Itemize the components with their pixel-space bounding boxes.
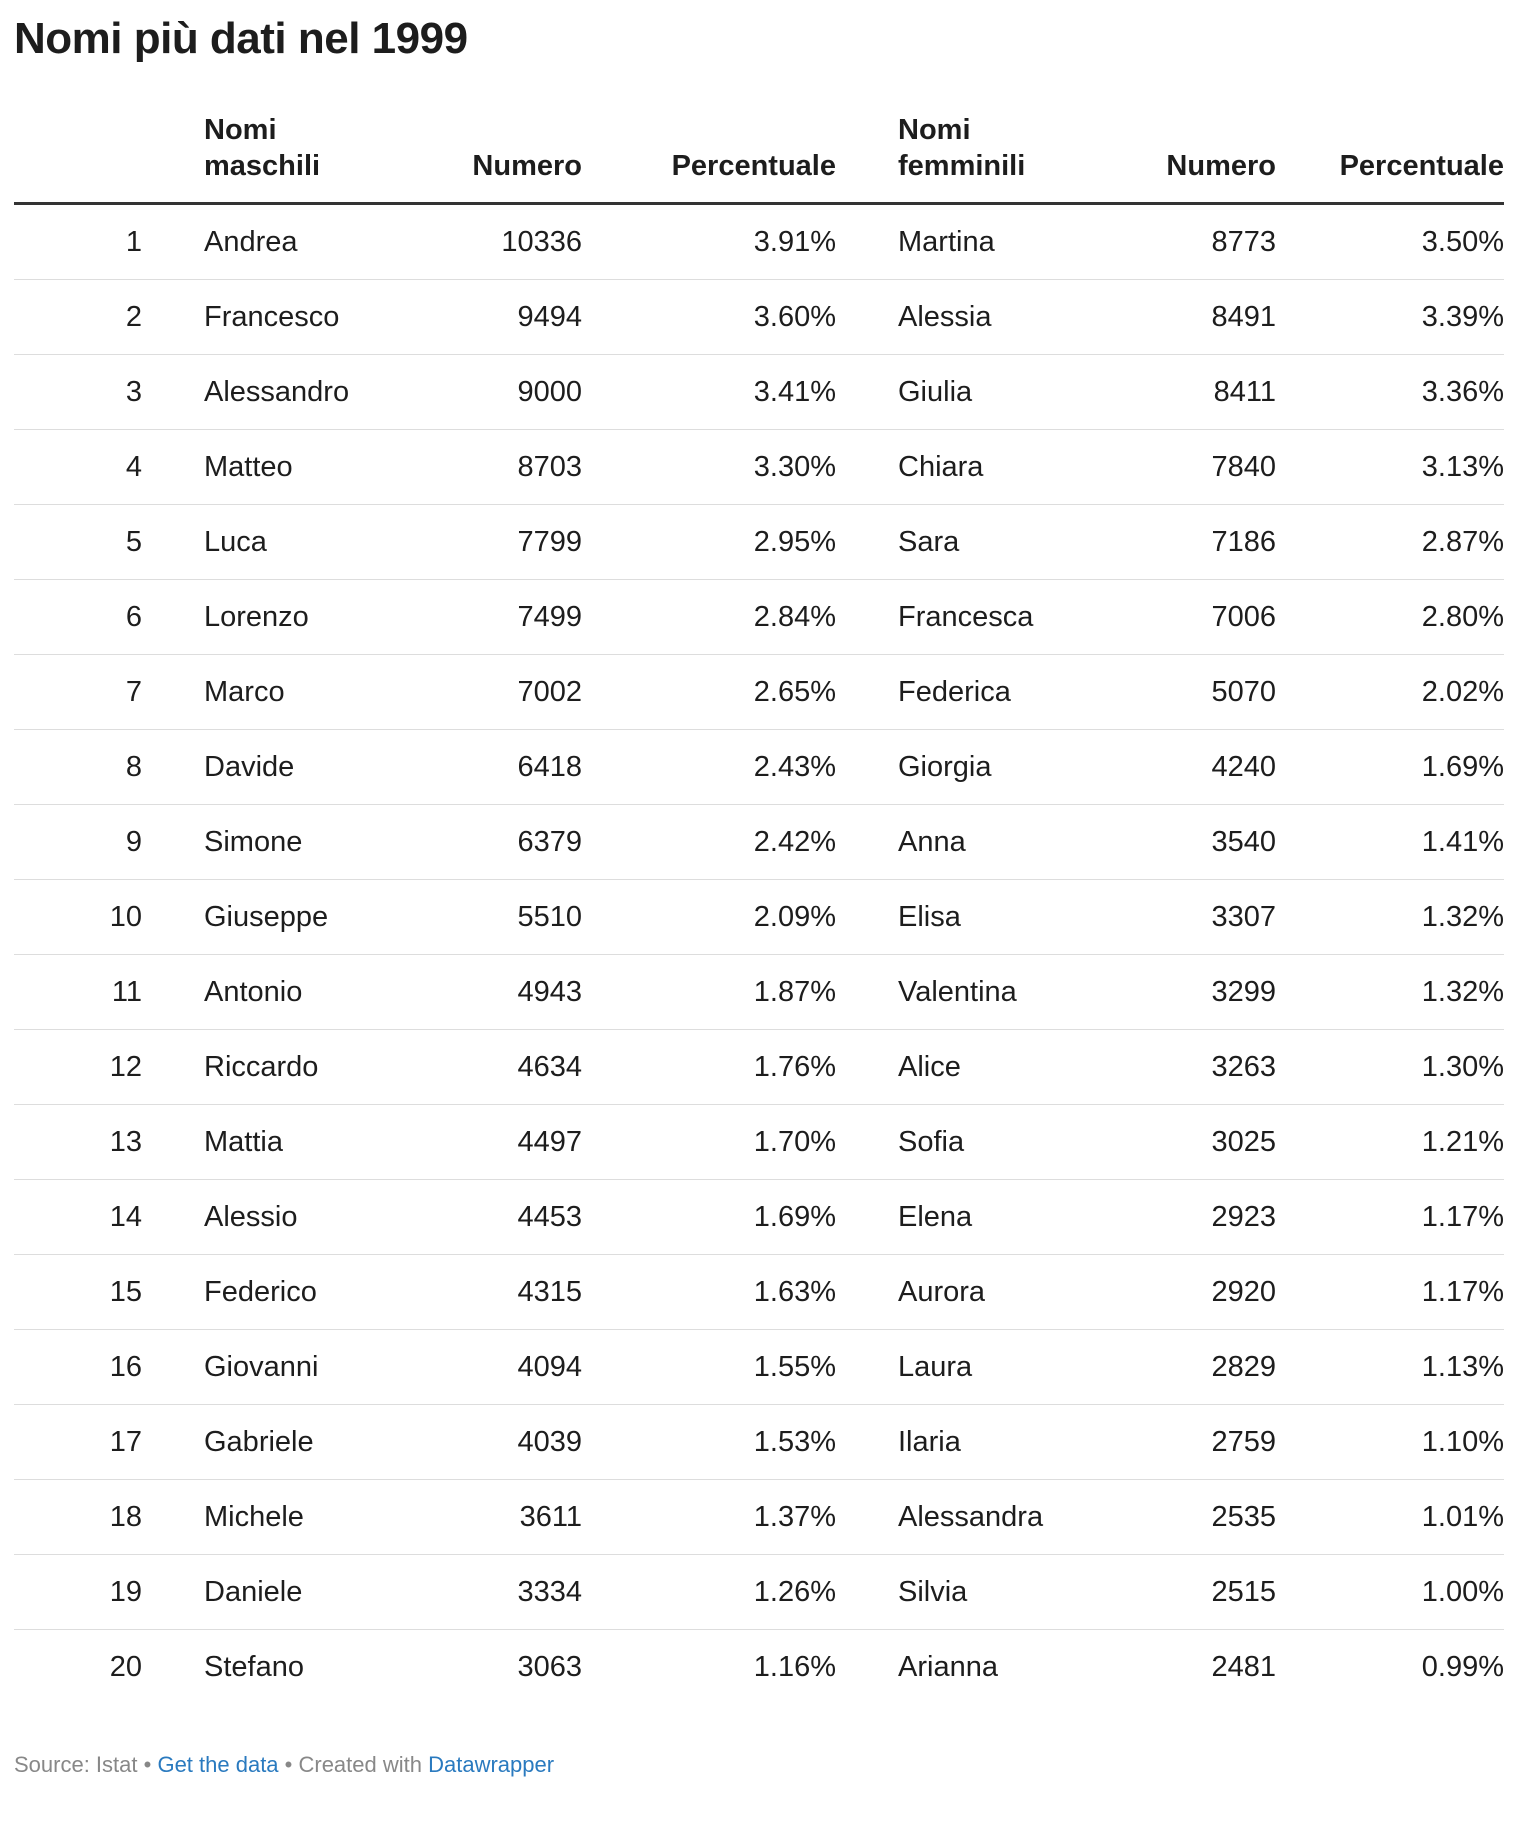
cell-female-name: Arianna xyxy=(898,1650,998,1683)
table-row xyxy=(14,880,1504,955)
cell-rank: 4 xyxy=(14,430,142,505)
datawrapper-link[interactable]: Datawrapper xyxy=(428,1752,555,1777)
table-row xyxy=(14,505,1504,580)
table-row xyxy=(14,1630,1504,1705)
cell-male-percent: 2.43% xyxy=(582,730,836,805)
cell-male-name: Federico xyxy=(142,1255,352,1330)
cell-female-name: Laura xyxy=(836,1330,1046,1405)
cell-female-percent: 1.41% xyxy=(1276,805,1504,880)
table-row xyxy=(14,730,1504,805)
cell-male-percent: 1.37% xyxy=(582,1480,836,1555)
cell-male-number: 3063 xyxy=(517,1650,582,1683)
cell-male-number: 7799 xyxy=(352,505,582,580)
cell-rank: 17 xyxy=(14,1405,142,1480)
table-row xyxy=(14,1030,1504,1105)
cell-female-name: Martina xyxy=(836,204,1046,280)
table-row xyxy=(14,1255,1504,1330)
cell-female-number: 2920 xyxy=(1046,1255,1276,1330)
cell-male-percent: 3.30% xyxy=(582,430,836,505)
cell-male-percent: 2.95% xyxy=(582,505,836,580)
cell-male-name: Gabriele xyxy=(142,1405,352,1480)
cell-female-percent: 1.01% xyxy=(1276,1480,1504,1555)
cell-female-name: Alessandra xyxy=(836,1480,1046,1555)
header-male-percent[interactable]: Percentuale xyxy=(582,112,836,204)
cell-female-name: Sara xyxy=(836,505,1046,580)
cell-rank: 15 xyxy=(14,1255,142,1330)
table-row xyxy=(14,1405,1504,1480)
cell-male-percent: 3.91% xyxy=(582,204,836,280)
cell-male-number: 4943 xyxy=(352,955,582,1030)
cell-female-name: Francesca xyxy=(836,580,1046,655)
table-body xyxy=(14,204,1504,1705)
table-row xyxy=(14,280,1504,355)
table-row xyxy=(14,1480,1504,1555)
cell-male-number: 4453 xyxy=(352,1180,582,1255)
cell-female-percent: 0.99% xyxy=(1421,1650,1504,1683)
cell-male-name: Michele xyxy=(142,1480,352,1555)
table-row xyxy=(14,805,1504,880)
cell-female-name: Giorgia xyxy=(836,730,1046,805)
table-row xyxy=(14,430,1504,505)
header-female-name[interactable]: Nomi femminili xyxy=(836,112,1046,204)
cell-female-number: 7840 xyxy=(1046,430,1276,505)
cell-female-percent: 1.13% xyxy=(1276,1330,1504,1405)
cell-female-name: Silvia xyxy=(836,1555,1046,1630)
cell-male-number: 4497 xyxy=(352,1105,582,1180)
header-female-percent[interactable]: Percentuale xyxy=(1276,112,1504,204)
cell-female-number: 8411 xyxy=(1046,355,1276,430)
cell-female-number: 2759 xyxy=(1046,1405,1276,1480)
header-female-number[interactable]: Numero xyxy=(1046,112,1276,204)
cell-female-number: 8491 xyxy=(1046,280,1276,355)
cell-male-name: Lorenzo xyxy=(142,580,352,655)
cell-rank: 20 xyxy=(109,1650,142,1683)
cell-rank: 18 xyxy=(14,1480,142,1555)
cell-male-name: Antonio xyxy=(142,955,352,1030)
cell-female-percent: 1.00% xyxy=(1276,1555,1504,1630)
cell-female-number: 4240 xyxy=(1046,730,1276,805)
cell-female-number: 3540 xyxy=(1046,805,1276,880)
cell-male-name: Alessio xyxy=(142,1180,352,1255)
cell-female-number: 8773 xyxy=(1046,204,1276,280)
table-row xyxy=(14,580,1504,655)
cell-male-name: Andrea xyxy=(142,204,352,280)
cell-male-number: 4039 xyxy=(352,1405,582,1480)
cell-male-percent: 1.70% xyxy=(582,1105,836,1180)
cell-female-name: Ilaria xyxy=(836,1405,1046,1480)
cell-male-percent: 1.76% xyxy=(582,1030,836,1105)
cell-male-number: 6418 xyxy=(352,730,582,805)
cell-rank: 12 xyxy=(14,1030,142,1105)
cell-male-percent: 3.41% xyxy=(582,355,836,430)
cell-male-name: Stefano xyxy=(204,1650,304,1683)
cell-rank: 2 xyxy=(14,280,142,355)
cell-female-percent: 1.17% xyxy=(1276,1180,1504,1255)
cell-female-name: Alice xyxy=(836,1030,1046,1105)
cell-male-percent: 2.09% xyxy=(582,880,836,955)
table-row xyxy=(14,1180,1504,1255)
cell-female-percent: 1.17% xyxy=(1276,1255,1504,1330)
cell-female-number: 2515 xyxy=(1046,1555,1276,1630)
cell-female-percent: 1.21% xyxy=(1276,1105,1504,1180)
cell-male-number: 7499 xyxy=(352,580,582,655)
get-the-data-link[interactable]: Get the data xyxy=(157,1752,279,1777)
cell-female-percent: 1.32% xyxy=(1276,880,1504,955)
cell-female-percent: 1.30% xyxy=(1276,1030,1504,1105)
cell-rank: 6 xyxy=(14,580,142,655)
cell-male-name: Matteo xyxy=(142,430,352,505)
cell-male-name: Mattia xyxy=(142,1105,352,1180)
footer xyxy=(14,1752,554,1778)
created-with-text: Created with xyxy=(298,1752,429,1777)
cell-male-name: Daniele xyxy=(142,1555,352,1630)
table-header-row xyxy=(14,112,1504,204)
cell-female-percent: 3.36% xyxy=(1276,355,1504,430)
cell-female-percent: 2.02% xyxy=(1276,655,1504,730)
cell-rank: 7 xyxy=(14,655,142,730)
cell-male-name: Riccardo xyxy=(142,1030,352,1105)
header-male-name[interactable]: Nomi maschili xyxy=(142,112,352,204)
cell-rank: 8 xyxy=(14,730,142,805)
table-row xyxy=(14,355,1504,430)
cell-female-number: 2535 xyxy=(1046,1480,1276,1555)
header-male-number[interactable]: Numero xyxy=(352,112,582,204)
cell-male-name: Davide xyxy=(142,730,352,805)
cell-male-number: 4634 xyxy=(352,1030,582,1105)
cell-female-name: Federica xyxy=(836,655,1046,730)
table-row xyxy=(14,655,1504,730)
cell-male-name: Francesco xyxy=(142,280,352,355)
cell-female-number: 3299 xyxy=(1046,955,1276,1030)
cell-female-percent: 1.32% xyxy=(1276,955,1504,1030)
cell-male-number: 3611 xyxy=(352,1480,582,1555)
cell-female-name: Anna xyxy=(836,805,1046,880)
cell-male-number: 4315 xyxy=(352,1255,582,1330)
cell-male-percent: 1.69% xyxy=(582,1180,836,1255)
footer-separator: • xyxy=(278,1752,299,1777)
cell-male-number: 10336 xyxy=(352,204,582,280)
cell-female-percent: 3.50% xyxy=(1276,204,1504,280)
cell-male-percent: 3.60% xyxy=(582,280,836,355)
cell-male-percent: 1.26% xyxy=(582,1555,836,1630)
cell-male-percent: 2.42% xyxy=(582,805,836,880)
table-row xyxy=(14,204,1504,280)
cell-female-name: Aurora xyxy=(836,1255,1046,1330)
table-row xyxy=(14,1105,1504,1180)
header-rank xyxy=(14,112,142,204)
table-row xyxy=(14,955,1504,1030)
cell-male-name: Giovanni xyxy=(142,1330,352,1405)
cell-female-name: Giulia xyxy=(836,355,1046,430)
cell-female-percent: 2.87% xyxy=(1276,505,1504,580)
cell-female-name: Sofia xyxy=(836,1105,1046,1180)
cell-rank: 14 xyxy=(14,1180,142,1255)
cell-male-name: Alessandro xyxy=(142,355,352,430)
cell-male-number: 3334 xyxy=(352,1555,582,1630)
cell-male-percent: 1.16% xyxy=(753,1650,836,1683)
cell-rank: 1 xyxy=(14,204,142,280)
cell-female-name: Chiara xyxy=(836,430,1046,505)
cell-male-number: 5510 xyxy=(352,880,582,955)
cell-male-percent: 1.55% xyxy=(582,1330,836,1405)
cell-male-percent: 1.87% xyxy=(582,955,836,1030)
cell-rank: 5 xyxy=(14,505,142,580)
cell-female-percent: 2.80% xyxy=(1276,580,1504,655)
cell-male-percent: 1.63% xyxy=(582,1255,836,1330)
cell-female-number: 5070 xyxy=(1046,655,1276,730)
cell-female-number: 2923 xyxy=(1046,1180,1276,1255)
cell-female-number: 3025 xyxy=(1046,1105,1276,1180)
cell-male-number: 8703 xyxy=(352,430,582,505)
chart-title: Nomi più dati nel 1999 xyxy=(14,14,468,63)
cell-female-number: 2829 xyxy=(1046,1330,1276,1405)
cell-female-percent: 1.10% xyxy=(1276,1405,1504,1480)
cell-male-number: 6379 xyxy=(352,805,582,880)
cell-male-number: 4094 xyxy=(352,1330,582,1405)
cell-male-percent: 2.84% xyxy=(582,580,836,655)
table-row xyxy=(14,1330,1504,1405)
cell-male-percent: 1.53% xyxy=(582,1405,836,1480)
cell-rank: 9 xyxy=(14,805,142,880)
cell-female-name: Alessia xyxy=(836,280,1046,355)
cell-male-number: 9494 xyxy=(352,280,582,355)
cell-rank: 19 xyxy=(14,1555,142,1630)
cell-female-number: 3263 xyxy=(1046,1030,1276,1105)
cell-rank: 13 xyxy=(14,1105,142,1180)
cell-rank: 16 xyxy=(14,1330,142,1405)
cell-rank: 11 xyxy=(14,955,142,1030)
cell-female-number: 7186 xyxy=(1046,505,1276,580)
cell-rank: 3 xyxy=(14,355,142,430)
cell-female-name: Valentina xyxy=(836,955,1046,1030)
cell-female-percent: 1.69% xyxy=(1276,730,1504,805)
cell-female-percent: 3.13% xyxy=(1276,430,1504,505)
source-text: Source: Istat xyxy=(14,1752,138,1777)
table-row xyxy=(14,1555,1504,1630)
cell-female-name: Elena xyxy=(836,1180,1046,1255)
cell-female-number: 3307 xyxy=(1046,880,1276,955)
cell-male-percent: 2.65% xyxy=(582,655,836,730)
cell-female-name: Elisa xyxy=(836,880,1046,955)
cell-male-name: Giuseppe xyxy=(142,880,352,955)
cell-male-name: Simone xyxy=(142,805,352,880)
footer-separator: • xyxy=(137,1752,158,1777)
cell-male-name: Marco xyxy=(142,655,352,730)
cell-female-percent: 3.39% xyxy=(1276,280,1504,355)
names-table xyxy=(14,112,1504,1704)
cell-male-number: 7002 xyxy=(352,655,582,730)
cell-rank: 10 xyxy=(14,880,142,955)
cell-male-name: Luca xyxy=(142,505,352,580)
cell-female-number: 7006 xyxy=(1046,580,1276,655)
cell-female-number: 2481 xyxy=(1211,1650,1276,1683)
cell-male-number: 9000 xyxy=(352,355,582,430)
